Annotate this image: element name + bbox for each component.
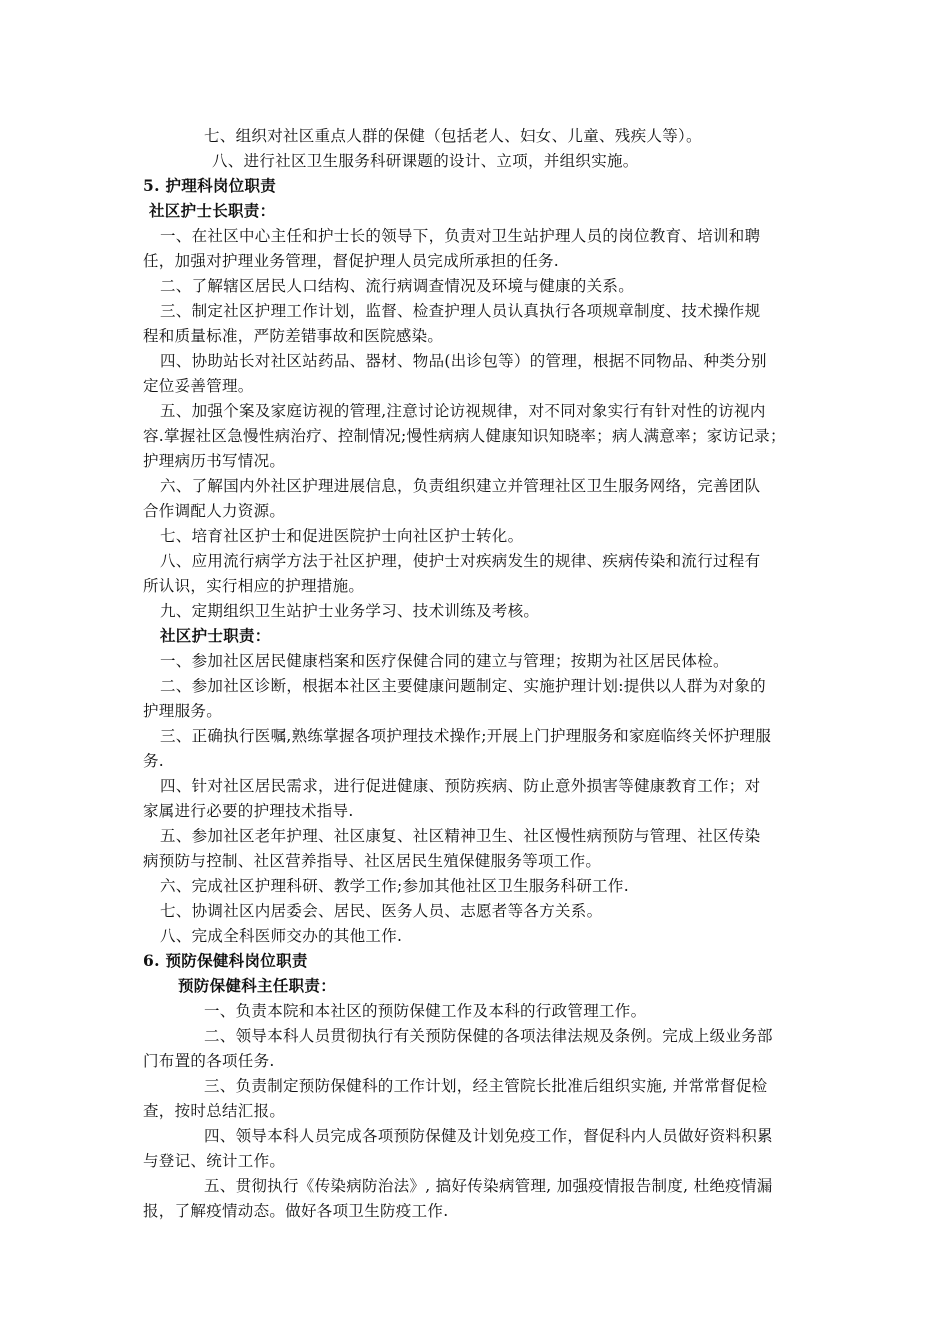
- text-line: 三、制定社区护理工作计划，监督、检查护理人员认真执行各项规章制度、技术操作规: [160, 302, 761, 320]
- text-line: 二、领导本科人员贯彻执行有关预防保健的各项法律法规及条例。完成上级业务部: [204, 1027, 773, 1045]
- text-line: 四、领导本科人员完成各项预防保健及计划免疫工作，督促科内人员做好资料积累: [204, 1127, 773, 1145]
- text-line: 程和质量标准，严防差错事故和医院感染。: [143, 327, 444, 345]
- text-line: 一、在社区中心主任和护士长的领导下，负责对卫生站护理人员的岗位教育、培训和聘: [160, 227, 761, 245]
- text-line: 病预防与控制、社区营养指导、社区居民生殖保健服务等项工作。: [143, 852, 602, 870]
- section-heading: 5. 护理科岗位职责: [143, 176, 277, 195]
- subsection-heading: 社区护士长职责：: [149, 201, 276, 220]
- text-line: 七、培育社区护士和促进医院护士向社区护士转化。: [160, 527, 524, 545]
- section-heading: 6. 预防保健科岗位职责: [143, 951, 308, 970]
- text-line: 八、应用流行病学方法于社区护理，使护士对疾病发生的规律、疾病传染和流行过程有: [160, 552, 761, 570]
- text-line: 二、了解辖区居民人口结构、流行病调查情况及环境与健康的关系。: [160, 277, 635, 295]
- subsection-heading: 社区护士职责：: [160, 626, 271, 645]
- text-line: 五、加强个案及家庭访视的管理,注意讨论访视规律，对不同对象实行有针对性的访视内: [160, 402, 766, 420]
- text-line: 六、完成社区护理科研、教学工作;参加其他社区卫生服务科研工作.: [160, 877, 629, 895]
- text-line: 七、组织对社区重点人群的保健（包括老人、妇女、儿童、残疾人等）。: [204, 127, 702, 145]
- text-line: 一、负责本院和本社区的预防保健工作及本科的行政管理工作。: [204, 1002, 647, 1020]
- text-line: 七、协调社区内居委会、居民、医务人员、志愿者等各方关系。: [160, 902, 603, 920]
- text-line: 查，按时总结汇报。: [143, 1102, 286, 1120]
- text-line: 家属进行必要的护理技术指导.: [143, 802, 354, 820]
- text-line: 定位妥善管理。: [143, 377, 254, 395]
- text-line: 护理服务。: [143, 702, 223, 720]
- text-line: 五、参加社区老年护理、社区康复、社区精神卫生、社区慢性病预防与管理、社区传染: [160, 827, 761, 845]
- text-line: 六、了解国内外社区护理进展信息，负责组织建立并管理社区卫生服务网络，完善团队: [160, 477, 761, 495]
- text-line: 合作调配人力资源。: [143, 502, 286, 520]
- text-line: 务.: [143, 752, 165, 770]
- text-line: 三、负责制定预防保健科的工作计划，经主管院长批准后组织实施, 并常常督促检: [204, 1077, 768, 1095]
- text-line: 任，加强对护理业务管理，督促护理人员完成所承担的任务.: [143, 252, 560, 270]
- text-line: 二、参加社区诊断，根据本社区主要健康问题制定、实施护理计划:提供以人群为对象的: [160, 677, 766, 695]
- text-line: 五、贯彻执行《传染病防治法》, 搞好传染病管理, 加强疫情报告制度, 杜绝疫情漏: [204, 1177, 773, 1195]
- text-line: 所认识，实行相应的护理措施。: [143, 577, 365, 595]
- text-line: 与登记、统计工作。: [143, 1152, 286, 1170]
- text-line: 九、定期组织卫生站护士业务学习、技术训练及考核。: [160, 602, 540, 620]
- text-line: 四、针对社区居民需求，进行促进健康、预防疾病、防止意外损害等健康教育工作；对: [160, 777, 761, 795]
- text-line: 护理病历书写情况。: [143, 452, 286, 470]
- text-line: 三、正确执行医嘱,熟练掌握各项护理技术操作;开展上门护理服务和家庭临终关怀护理服: [160, 727, 772, 745]
- text-line: 八、完成全科医师交办的其他工作.: [160, 927, 403, 945]
- text-line: 一、参加社区居民健康档案和医疗保健合同的建立与管理；按期为社区居民体检。: [160, 652, 729, 670]
- text-line: 门布置的各项任务.: [143, 1052, 275, 1070]
- text-line: 四、协助站长对社区站药品、器材、物品(出诊包等）的管理，根据不同物品、种类分别: [160, 352, 767, 370]
- text-line: 八、进行社区卫生服务科研课题的设计、立项，并组织实施。: [212, 152, 639, 170]
- text-line: 报，了解疫情动态。做好各项卫生防疫工作.: [143, 1202, 449, 1220]
- subsection-heading: 预防保健科主任职责：: [178, 976, 337, 995]
- text-line: 容.掌握社区急慢性病治疗、控制情况;慢性病病人健康知识知晓率；病人满意率；家访记录；: [143, 427, 786, 445]
